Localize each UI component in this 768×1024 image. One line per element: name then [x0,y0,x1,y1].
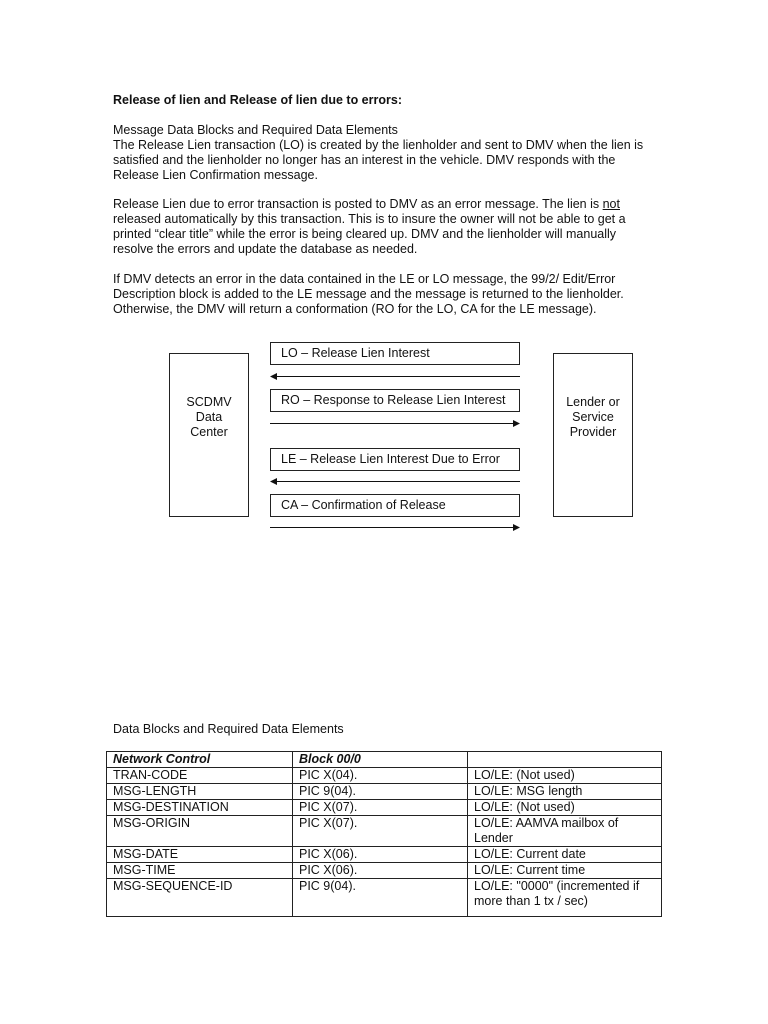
message-box-ca: CA – Confirmation of Release [270,494,520,517]
underlined-not: not [602,197,620,211]
left-box-line: SCDMV [186,394,232,409]
table-row [107,784,662,800]
error-line: released automatically by this transaction. This is to insure the owner will not be able to get a [113,212,626,226]
table-row [107,879,662,917]
table-cell: TRAN-CODE [107,768,293,784]
table-cell: MSG-DATE [107,847,293,863]
table-cell: PIC X(06). [293,847,468,863]
table-title: Data Blocks and Required Data Elements [113,722,344,736]
table-cell: LO/LE: MSG length [468,784,662,800]
intro-line: Message Data Blocks and Required Data Elements [113,123,398,137]
detect-line: Otherwise, the DMV will return a conformation (RO for the LO, CA for the LE message). [113,302,597,316]
arrow-left-icon [270,372,520,381]
table-header-row [107,752,662,768]
left-box-line: Data [195,409,223,424]
message-box-ro: RO – Response to Release Lien Interest [270,389,520,412]
error-line [113,197,653,212]
data-elements-table [106,751,662,917]
table-cell: LO/LE: (Not used) [468,768,662,784]
table-cell: PIC X(07). [293,800,468,816]
table-row [107,816,662,847]
table-cell: LO/LE: AAMVA mailbox of Lender [468,816,662,847]
table-row [107,863,662,879]
table-cell: PIC X(06). [293,863,468,879]
table-cell: PIC 9(04). [293,879,468,917]
table-row [107,768,662,784]
table-cell: MSG-TIME [107,863,293,879]
message-box-le: LE – Release Lien Interest Due to Error [270,448,520,471]
scdmv-data-center-box [169,353,249,517]
error-line: printed “clear title” while the error is being cleared up. DMV and the lienholder will manually [113,227,617,241]
table-cell: LO/LE: (Not used) [468,800,662,816]
table-cell: LO/LE: "0000" (incremented if more than 1 tx / sec) [468,879,662,917]
intro-line: The Release Lien transaction (LO) is created by the lienholder and sent to DMV when the lien is [113,138,644,152]
table-row [107,800,662,816]
table-cell: MSG-DESTINATION [107,800,293,816]
right-box-line: Provider [569,424,617,439]
table-cell: LO/LE: Current date [468,847,662,863]
table-cell: MSG-ORIGIN [107,816,293,847]
table-cell: MSG-SEQUENCE-ID [107,879,293,917]
intro-line: Release Lien Confirmation message. [113,168,318,182]
detect-line: Description block is added to the LE message and the message is returned to the lienholder. [113,287,624,301]
left-box-line: Center [190,424,228,439]
error-line-text: Release Lien due to error transaction is posted to DMV as an error message. The lien is [113,197,603,211]
right-box-line: Service [572,409,614,424]
detect-line: If DMV detects an error in the data contained in the LE or LO message, the 99/2/ Edit/Error [113,272,616,286]
table-row [107,847,662,863]
error-paragraph [113,197,653,257]
table-cell: PIC 9(04). [293,784,468,800]
message-box-lo: LO – Release Lien Interest [270,342,520,365]
arrow-right-icon [270,419,520,428]
header-cell [468,752,662,768]
table-cell: MSG-LENGTH [107,784,293,800]
intro-line: satisfied and the lienholder no longer has an interest in the vehicle. DMV responds with the [113,153,616,167]
arrow-right-icon [270,523,520,532]
table-cell: PIC X(07). [293,816,468,847]
section-heading: Release of lien and Release of lien due to errors: [113,93,402,107]
table-cell: LO/LE: Current time [468,863,662,879]
error-line: resolve the errors and update the database as needed. [113,242,418,256]
detect-paragraph [113,272,653,317]
table-cell: PIC X(04). [293,768,468,784]
arrow-left-icon [270,477,520,486]
lender-service-provider-box [553,353,633,517]
right-box-line: Lender or [566,394,620,409]
intro-paragraph [113,123,653,183]
header-cell: Block 00/0 [293,752,468,768]
header-cell: Network Control [107,752,293,768]
